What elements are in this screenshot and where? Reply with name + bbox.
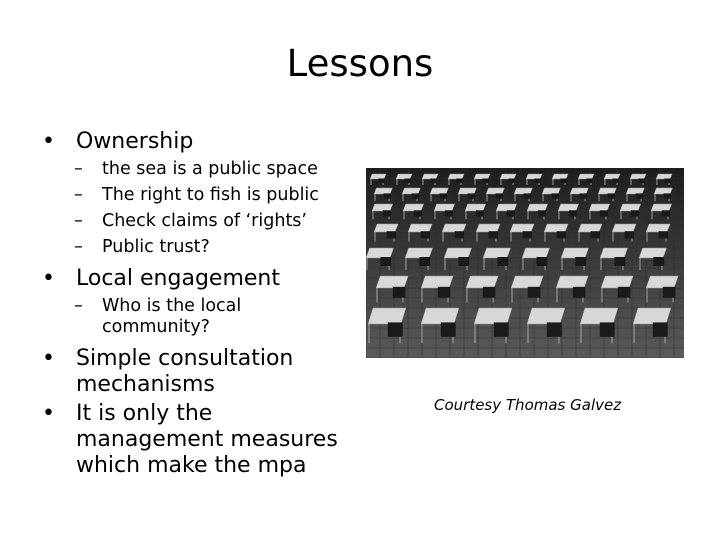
desk-top bbox=[544, 224, 568, 232]
sub-dash: – bbox=[74, 159, 83, 179]
desk-top bbox=[511, 276, 543, 288]
desk-top bbox=[600, 248, 628, 258]
desk-top bbox=[646, 276, 678, 288]
chair bbox=[507, 210, 515, 216]
desk-top bbox=[578, 174, 594, 179]
sub-dash: – bbox=[74, 185, 83, 205]
desk-top bbox=[421, 308, 459, 324]
bullet-dot: • bbox=[42, 266, 55, 291]
chair bbox=[618, 287, 631, 298]
desk-top bbox=[434, 204, 455, 211]
chair bbox=[663, 287, 676, 298]
chair bbox=[388, 322, 403, 336]
chair bbox=[664, 193, 671, 198]
chair bbox=[664, 179, 670, 184]
chair bbox=[591, 231, 600, 238]
chair bbox=[496, 193, 503, 198]
chair bbox=[393, 287, 406, 298]
chair bbox=[528, 287, 541, 298]
desk-top bbox=[465, 204, 486, 211]
desk-top bbox=[578, 224, 602, 232]
chair bbox=[483, 287, 496, 298]
chair bbox=[383, 210, 391, 216]
desk-top bbox=[448, 174, 464, 179]
desk-top bbox=[654, 188, 672, 194]
desk-top bbox=[405, 248, 433, 258]
bullet-text: Simple consultation mechanisms bbox=[76, 346, 294, 397]
chair bbox=[468, 193, 475, 198]
bullet-text: Local engagement bbox=[76, 266, 280, 291]
desk-top bbox=[601, 276, 633, 288]
photo-caption: Courtesy Thomas Galvez bbox=[434, 396, 622, 414]
desk-top bbox=[542, 188, 560, 194]
chair bbox=[476, 210, 484, 216]
desk-top bbox=[580, 308, 618, 324]
desk-top bbox=[458, 188, 476, 194]
desk-top bbox=[408, 224, 432, 232]
desk-top bbox=[651, 204, 672, 211]
desk-top bbox=[552, 174, 568, 179]
bullet-dot: • bbox=[42, 401, 55, 426]
bullet-text: It is only the management measures which make the mpa bbox=[76, 401, 338, 478]
chair bbox=[430, 179, 436, 184]
slide-title: Lessons bbox=[286, 42, 434, 85]
chair bbox=[600, 210, 608, 216]
desk-top bbox=[483, 248, 511, 258]
chair bbox=[438, 287, 451, 298]
chair bbox=[456, 179, 462, 184]
chair bbox=[489, 231, 498, 238]
chair bbox=[384, 193, 391, 198]
chair bbox=[508, 179, 514, 184]
chair bbox=[608, 193, 615, 198]
chair bbox=[387, 231, 396, 238]
chair bbox=[575, 257, 586, 266]
bullet-dot: • bbox=[42, 129, 55, 154]
desk-top bbox=[370, 174, 386, 179]
chair bbox=[404, 179, 410, 184]
photo-drawing bbox=[366, 168, 684, 358]
desk-top bbox=[556, 276, 588, 288]
chair bbox=[458, 257, 469, 266]
desk-top bbox=[474, 174, 490, 179]
exam-hall-desks-photo bbox=[366, 168, 684, 358]
desk-top bbox=[466, 276, 498, 288]
desk-top bbox=[430, 188, 448, 194]
chair bbox=[523, 231, 532, 238]
desk-top bbox=[374, 224, 398, 232]
desk-top bbox=[558, 204, 579, 211]
desk-top bbox=[656, 174, 672, 179]
chair bbox=[380, 257, 391, 266]
desk-top bbox=[476, 224, 500, 232]
desk-top bbox=[422, 174, 438, 179]
desk-top bbox=[639, 248, 667, 258]
sub-text: the sea is a public space bbox=[102, 159, 318, 179]
desk-top bbox=[514, 188, 532, 194]
chair bbox=[631, 210, 639, 216]
chair bbox=[614, 257, 625, 266]
desk-top bbox=[376, 276, 408, 288]
desk-top bbox=[368, 308, 406, 324]
desk-top bbox=[630, 174, 646, 179]
chair bbox=[569, 210, 577, 216]
desk-top bbox=[374, 188, 392, 194]
chair bbox=[440, 193, 447, 198]
chair bbox=[586, 179, 592, 184]
chair bbox=[653, 257, 664, 266]
chair bbox=[412, 193, 419, 198]
desk-top bbox=[604, 174, 620, 179]
desk-top bbox=[474, 308, 512, 324]
chair bbox=[612, 179, 618, 184]
chair bbox=[497, 257, 508, 266]
chair bbox=[536, 257, 547, 266]
desk-top bbox=[598, 188, 616, 194]
desk-top bbox=[612, 224, 636, 232]
chair bbox=[419, 257, 430, 266]
desk-top bbox=[527, 204, 548, 211]
desk-top bbox=[403, 204, 424, 211]
chair bbox=[580, 193, 587, 198]
chair bbox=[659, 231, 668, 238]
desk-top bbox=[372, 204, 393, 211]
desk-top bbox=[442, 224, 466, 232]
chair bbox=[557, 231, 566, 238]
chair bbox=[414, 210, 422, 216]
chair bbox=[455, 231, 464, 238]
chair bbox=[421, 231, 430, 238]
desk-top bbox=[522, 248, 550, 258]
desk-top bbox=[626, 188, 644, 194]
sub-dash: – bbox=[74, 237, 83, 257]
desk-top bbox=[561, 248, 589, 258]
sub-text: Check claims of ‘rights’ bbox=[102, 211, 307, 231]
chair bbox=[560, 179, 566, 184]
sub-text: The right to fish is public bbox=[102, 185, 319, 205]
desk-top bbox=[633, 308, 671, 324]
desk-top bbox=[527, 308, 565, 324]
chair bbox=[636, 193, 643, 198]
chair bbox=[534, 179, 540, 184]
desk-top bbox=[510, 224, 534, 232]
desk-top bbox=[421, 276, 453, 288]
desk-top bbox=[526, 174, 542, 179]
desk-top bbox=[444, 248, 472, 258]
chair bbox=[482, 179, 488, 184]
chair bbox=[552, 193, 559, 198]
bullet-dot: • bbox=[42, 346, 55, 371]
bullet-text: Ownership bbox=[76, 129, 194, 154]
chair bbox=[524, 193, 531, 198]
chair bbox=[494, 322, 509, 336]
chair bbox=[445, 210, 453, 216]
sub-dash: – bbox=[74, 211, 83, 231]
desk-top bbox=[646, 224, 670, 232]
desk-top bbox=[496, 204, 517, 211]
desk-top bbox=[589, 204, 610, 211]
chair bbox=[625, 231, 634, 238]
sub-text: Public trust? bbox=[102, 237, 210, 257]
chair bbox=[378, 179, 384, 184]
desk-top bbox=[500, 174, 516, 179]
sub-text: Who is the local community? bbox=[102, 296, 242, 337]
sub-dash: – bbox=[74, 296, 83, 316]
bullet-consultation bbox=[42, 346, 332, 400]
desk-top bbox=[396, 174, 412, 179]
chair bbox=[538, 210, 546, 216]
desk-top bbox=[366, 248, 394, 258]
chair bbox=[600, 322, 615, 336]
desk-top bbox=[570, 188, 588, 194]
chair bbox=[441, 322, 456, 336]
chair bbox=[662, 210, 670, 216]
desk-top bbox=[620, 204, 641, 211]
chair bbox=[573, 287, 586, 298]
chair bbox=[638, 179, 644, 184]
chair bbox=[547, 322, 562, 336]
desk-top bbox=[486, 188, 504, 194]
desk-top bbox=[402, 188, 420, 194]
chair bbox=[653, 322, 668, 336]
